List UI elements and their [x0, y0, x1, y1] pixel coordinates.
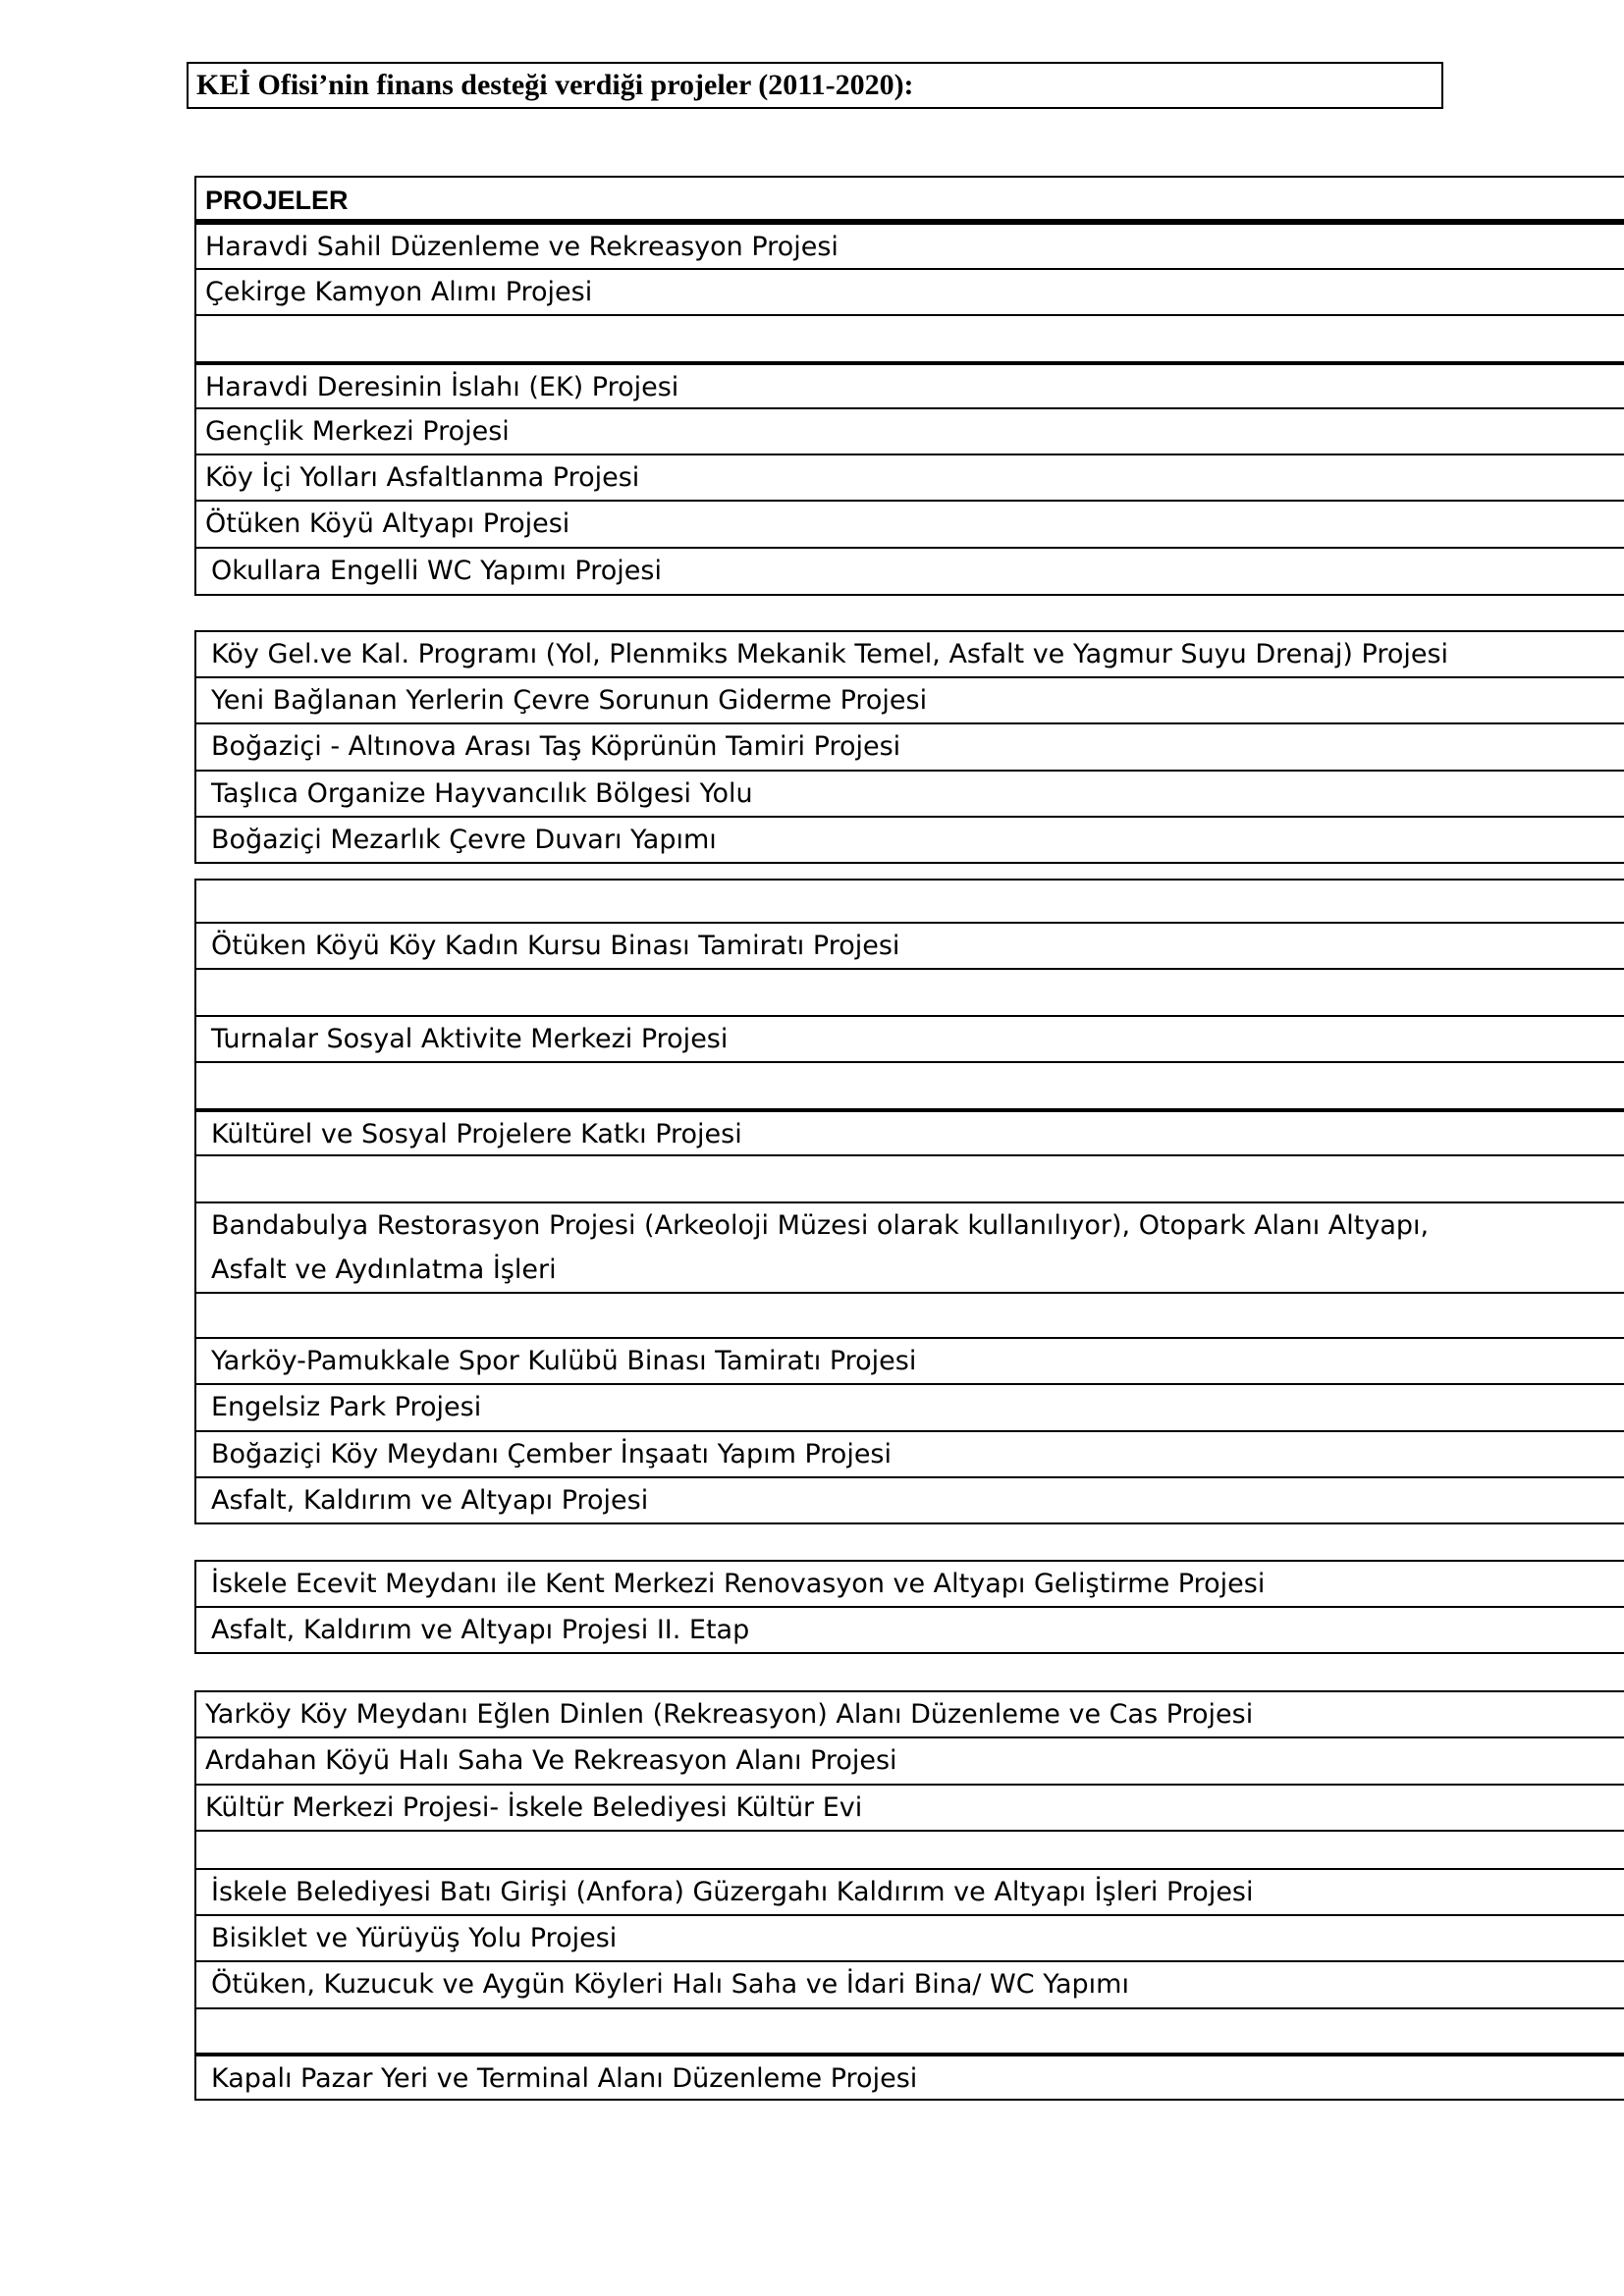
table-row — [194, 1830, 1624, 1868]
table-header: PROJELER — [194, 176, 1624, 223]
table-row: Çekirge Kamyon Alımı Projesi — [194, 268, 1624, 314]
table-row: Kültür Merkezi Projesi- İskele Belediyesi Kültür Evi — [194, 1784, 1624, 1830]
table-row — [194, 1061, 1624, 1108]
table-row: Boğaziçi - Altınova Arası Taş Köprünün Tamiri Projesi — [194, 722, 1624, 770]
table-row: Turnalar Sosyal Aktivite Merkezi Projesi — [194, 1015, 1624, 1061]
table-row: Yeni Bağlanan Yerlerin Çevre Sorunun Giderme Projesi — [194, 676, 1624, 722]
table-row — [194, 968, 1624, 1015]
table-row — [194, 2007, 1624, 2053]
table-row: Okullara Engelli WC Yapımı Projesi — [194, 547, 1624, 596]
table-row: Taşlıca Organize Hayvancılık Bölgesi Yolu — [194, 770, 1624, 816]
table-row: Kültürel ve Sosyal Projelere Katkı Projesi — [194, 1108, 1624, 1154]
table-row — [194, 879, 1624, 922]
table-row — [194, 1292, 1624, 1337]
table-row: Bisiklet ve Yürüyüş Yolu Projesi — [194, 1914, 1624, 1960]
page-title: KEİ Ofisi’nin finans desteği verdiği projeler (2011-2020): — [187, 62, 1443, 109]
table-row: Ardahan Köyü Halı Saha Ve Rekreasyon Alanı Projesi — [194, 1736, 1624, 1784]
table-row: Kapalı Pazar Yeri ve Terminal Alanı Düzenleme Projesi — [194, 2053, 1624, 2101]
table-row: Ötüken, Kuzucuk ve Aygün Köyleri Halı Saha ve İdari Bina/ WC Yapımı — [194, 1960, 1624, 2007]
table-row: Boğaziçi Köy Meydanı Çember İnşaatı Yapım Projesi — [194, 1430, 1624, 1476]
table-row: Boğaziçi Mezarlık Çevre Duvarı Yapımı — [194, 816, 1624, 864]
table-row — [194, 314, 1624, 361]
table-row: Asfalt ve Aydınlatma İşleri — [194, 1248, 1624, 1292]
table-row: Yarköy-Pamukkale Spor Kulübü Binası Tamiratı Projesi — [194, 1337, 1624, 1383]
table-row: İskele Ecevit Meydanı ile Kent Merkezi Renovasyon ve Altyapı Geliştirme Projesi — [194, 1560, 1624, 1606]
table-row: Yarköy Köy Meydanı Eğlen Dinlen (Rekreasyon) Alanı Düzenleme ve Cas Projesi — [194, 1690, 1624, 1736]
table-row: Asfalt, Kaldırım ve Altyapı Projesi — [194, 1476, 1624, 1524]
table-row: Ötüken Köyü Altyapı Projesi — [194, 500, 1624, 547]
table-row: Bandabulya Restorasyon Projesi (Arkeoloji Müzesi olarak kullanılıyor), Otopark Alanı Altyapı, — [194, 1201, 1624, 1248]
table-row: Ötüken Köyü Köy Kadın Kursu Binası Tamiratı Projesi — [194, 922, 1624, 968]
table-row: Köy Gel.ve Kal. Programı (Yol, Plenmiks Mekanik Temel, Asfalt ve Yagmur Suyu Drenaj) Projesi — [194, 630, 1624, 676]
table-row: Gençlik Merkezi Projesi — [194, 407, 1624, 454]
table-row — [194, 1154, 1624, 1201]
table-row: Engelsiz Park Projesi — [194, 1383, 1624, 1430]
table-row: Haravdi Sahil Düzenleme ve Rekreasyon Projesi — [194, 223, 1624, 268]
table-row: Haravdi Deresinin İslahı (EK) Projesi — [194, 361, 1624, 407]
table-row: İskele Belediyesi Batı Girişi (Anfora) Güzergahı Kaldırım ve Altyapı İşleri Projesi — [194, 1868, 1624, 1914]
table-row: Asfalt, Kaldırım ve Altyapı Projesi II. Etap — [194, 1606, 1624, 1654]
table-row: Köy İçi Yolları Asfaltlanma Projesi — [194, 454, 1624, 500]
